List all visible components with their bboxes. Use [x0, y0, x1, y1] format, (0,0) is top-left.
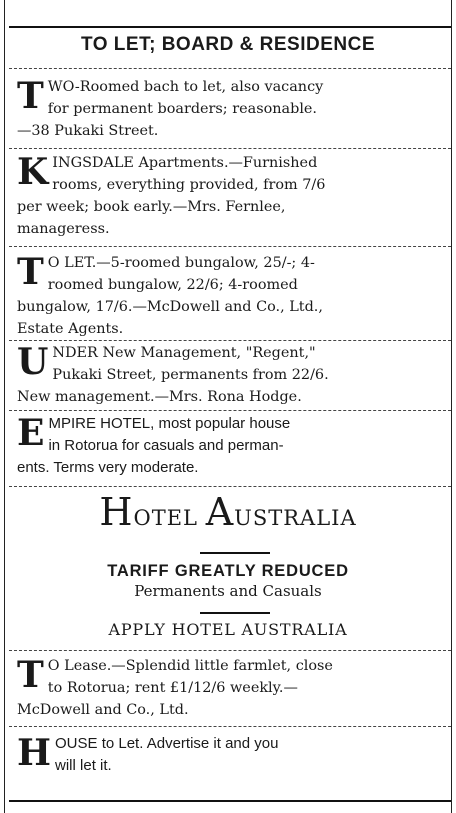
divider	[9, 726, 451, 727]
title-initial-a: A	[205, 490, 235, 534]
ad-line: bungalow, 17/6.—McDowell and Co., Ltd.,	[17, 299, 323, 315]
ad-kingsdale	[17, 152, 447, 240]
ad-house-to-let	[17, 733, 447, 777]
title-initial-h: H	[99, 490, 134, 534]
ad-line: ents. Terms very moderate.	[17, 459, 199, 476]
divider	[9, 650, 451, 651]
ad-to-let-bungalows	[17, 252, 447, 340]
ad-farmlet-lease	[17, 655, 447, 721]
drop-cap: K	[17, 151, 49, 193]
ad-line: per week; book early.—Mrs. Fernlee,	[17, 199, 286, 215]
ad-line: rooms, everything provided, from 7/6	[52, 177, 326, 193]
bottom-rule	[9, 800, 451, 802]
ad-line: for permanent boarders; reasonable.	[47, 101, 318, 117]
drop-cap: T	[17, 251, 44, 293]
short-rule	[200, 612, 270, 614]
ad-line: NDER New Management, "Regent,"	[52, 345, 316, 361]
ad-line: manageress.	[17, 221, 110, 237]
drop-cap: U	[17, 341, 49, 383]
tariff-notice: TARIFF GREATLY REDUCED	[107, 562, 349, 580]
classified-column	[4, 0, 452, 813]
title-ustralia: USTRALIA	[234, 506, 357, 530]
hotel-australia-title	[5, 490, 451, 534]
top-rule	[9, 26, 451, 28]
divider	[9, 148, 451, 149]
ad-line: Estate Agents.	[17, 321, 124, 337]
title-otel: OTEL	[133, 506, 198, 530]
divider	[9, 486, 451, 487]
drop-cap: T	[17, 654, 44, 696]
ad-line: in Rotorua for casuals and perman-	[48, 437, 284, 454]
ad-line: New management.—Mrs. Rona Hodge.	[17, 389, 302, 405]
short-rule	[200, 552, 270, 554]
ad-line: WO-Roomed bach to let, also vacancy	[47, 79, 324, 95]
ad-line: to Rotorua; rent £1/12/6 weekly.—	[47, 680, 298, 696]
ad-line: roomed bungalow, 22/6; 4-roomed	[47, 277, 298, 293]
ad-line: MPIRE HOTEL, most popular house	[48, 415, 291, 432]
divider	[9, 246, 451, 247]
ad-line: OUSE to Let. Advertise it and you	[55, 735, 279, 752]
ad-empire-hotel	[17, 413, 447, 479]
ad-line: O Lease.—Splendid little farmlet, close	[47, 658, 333, 674]
divider	[9, 340, 451, 341]
permanents-note: Permanents and Casuals	[134, 582, 322, 600]
apply-line: APPLY HOTEL AUSTRALIA	[108, 620, 348, 639]
drop-cap: E	[17, 412, 45, 454]
ad-line: —38 Pukaki Street.	[17, 123, 159, 139]
ad-line: Pukaki Street, permanents from 22/6.	[52, 367, 329, 383]
divider	[9, 68, 451, 69]
ad-line: O LET.—5-roomed bungalow, 25/-; 4-	[47, 255, 315, 271]
ad-line: will let it.	[55, 757, 112, 774]
drop-cap: H	[17, 732, 52, 774]
section-heading: TO LET; BOARD & RESIDENCE	[80, 34, 375, 55]
ad-line: INGSDALE Apartments.—Furnished	[52, 155, 318, 171]
ad-regent	[17, 342, 447, 408]
ad-two-roomed-bach	[17, 76, 447, 142]
drop-cap: T	[17, 75, 44, 117]
divider	[9, 410, 451, 411]
ad-line: McDowell and Co., Ltd.	[17, 702, 189, 718]
